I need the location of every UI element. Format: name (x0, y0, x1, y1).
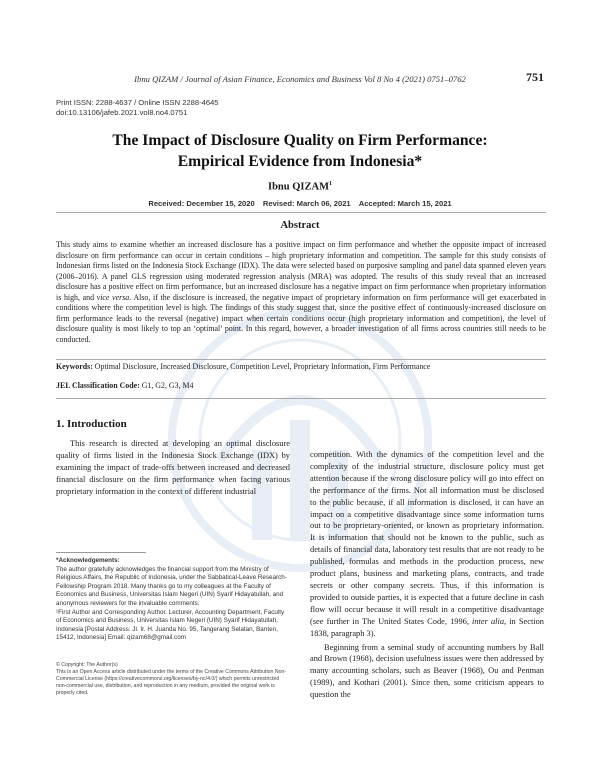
running-head: Ibnu QIZAM / Journal of Asian Finance, Economics and Business Vol 8 No 4 (2021) 0751–0762 (134, 74, 466, 84)
title-line-1: The Impact of Disclosure Quality on Firm Performance: (112, 132, 488, 149)
copyright-line: © Copyright: The Author(s) (56, 662, 118, 668)
issn: Print ISSN: 2288-4637 / Online ISSN 2288-4645 (56, 98, 219, 107)
right-para-1-italic: inter alia (472, 616, 505, 626)
right-para-1-text: competition. With the dynamics of the competition level and the complexity of the industrial structure, disclosure policy must get attention because if the wrong disclosure policy will go into effect on the performance of the firms. Not all information must be disclosed to the public because, if all information is disclosed, it can have an impact on a competitive disadvantage since some information turns out to be proprietary-oriented, or known as proprietary information. It is information that should not be known to the public, such as details of financial data, laboratory test results that are not ready to be published, formulas and methods in the production process, new product plans, business and marketing plans, contracts, and trade secrets or other company secrets. Thus, if this information is provided to outside parties, it is expected that a future decline in cash flow will occur because it will result in a competitive disadvantage (see further in The United States Code, 1996, (310, 450, 544, 626)
acknowledgements-heading: *Acknowledgements: (56, 557, 120, 564)
submission-dates (0, 199, 600, 208)
copyright-notice (56, 662, 290, 697)
introduction-right-column (310, 449, 544, 701)
author-name-text: Ibnu QIZAM (268, 181, 329, 193)
abstract-heading: Abstract (280, 220, 320, 231)
jel-codes (56, 381, 546, 392)
keywords-label: Keywords: (56, 362, 93, 371)
jel-list: G1, G2, G3, M4 (139, 381, 194, 390)
article-title (40, 130, 560, 172)
publication-meta (56, 98, 219, 118)
introduction-heading: 1. Introduction (56, 418, 127, 430)
keywords (56, 362, 546, 373)
introduction-right-paragraph-2: Beginning from a seminal study of accounting numbers by Ball and Brown (1968), decision usefulness issues were then addressed by many accounting scholars, such as Beaver (1968), Ou and Penman (1989), and Kothari (2001). Since then, some criticism appears to question the (310, 642, 544, 700)
abstract-text-italic: vice versa (96, 292, 130, 302)
acknowledgements-text: The author gratefully acknowledges the financial support from the Ministry of Religious Affairs, the Republic of Indonesia, under the Sabbatical-Leave Research-Fellowship Program 2018. Many thanks go to my colleagues at the Faculty of Economics and Business, Universitas Islam Negeri (UIN) Syarif Hidayatullah, and anonymous reviewers for the invaluable comments. (56, 565, 287, 607)
introduction-left-paragraph: This research is directed at developing an optimal disclosure quality of firms listed in the Indonesia Stock Exchange (IDX) by examining the impact of trade-offs between increased and decreased financial disclosure on the firm performance when facing various proprietary information in the context of different industrial (56, 439, 290, 496)
footnotes (56, 557, 290, 643)
author-affiliation-mark: 1 (328, 181, 332, 187)
license-text: This is an Open Access article distributed under the terms of the Creative Commons Attribution Non-Commercial License (https://creativecommons.org/licenses/by-nc/4.0/) which permits unrestricted non-commercial use, distribution, and reproduction in any medium, provided the original work is properly cited. (56, 668, 287, 696)
author-name (0, 181, 600, 193)
title-line-2: Empirical Evidence from Indonesia* (177, 153, 423, 170)
accepted-date: Accepted: March 15, 2021 (358, 199, 452, 208)
jel-label: JEL Classification Code: (56, 381, 140, 390)
right-para-1-end: , in Section 1838, paragraph 3). (310, 616, 544, 638)
abstract-text-part-1: This study aims to examine whether an increased disclosure has a positive impact on firm performance and whether the opposite impact of increased disclosure on firm performance can occur in certain conditions – high proprietary information and competition. The sample for this study consists of Indonesian firms listed on the Indonesia Stock Exchange (IDX). The data were selected based on purposive sampling and panel data spanned eleven years (2006–2016). A panel GLS regression using moderated regression analysis (MRA) was adopted. The results of this study reveal that an increased disclosure has a positive effect on firm performance, but an increased disclosure has a negative impact on firm performance when proprietary information is high, and (56, 240, 546, 302)
footnote-rule (56, 552, 146, 553)
doi-link[interactable]: doi:10.13106/jafeb.2021.vol8.no4.0751 (56, 108, 188, 117)
section-divider (56, 398, 546, 399)
revised-date: Revised: March 06, 2021 (262, 199, 351, 208)
abstract-text-part-2: . Also, if the disclosure is increased, the negative impact of proprietary information on firm performance will get exacerbated in conditions where the competition level is high. The findings of this study suggest that, since the positive effect of continuously-increased disclosure on firm performance leads to the reversal (negative) impact when certain conditions occur (high proprietary information and competition), the level of disclosure quality is most likely to top an ‘optimal’ point. In this regard, however, a broader investigation of all firms across countries still needs to be conducted. (56, 292, 546, 344)
introduction-right-paragraph-1 (310, 449, 544, 640)
keywords-list: Optimal Disclosure, Increased Disclosure, Competition Level, Proprietary Information, Firm Performance (92, 362, 431, 371)
page-number: 751 (526, 70, 544, 84)
author-note: ¹First Author and Corresponding Author. Lecturer, Accounting Department, Faculty of Economics and Business, Universitas Islam Negeri (UIN) Syarif Hidayatullah, Indonesia [Postal Address: Jl. Ir. H. Juanda No. 95, Tangerang Selatan, Banten, 15412, Indonesia] Email: qizam68@gmail.com (56, 608, 285, 642)
received-date: Received: December 15, 2020 (148, 199, 255, 208)
abstract-text (56, 240, 546, 345)
